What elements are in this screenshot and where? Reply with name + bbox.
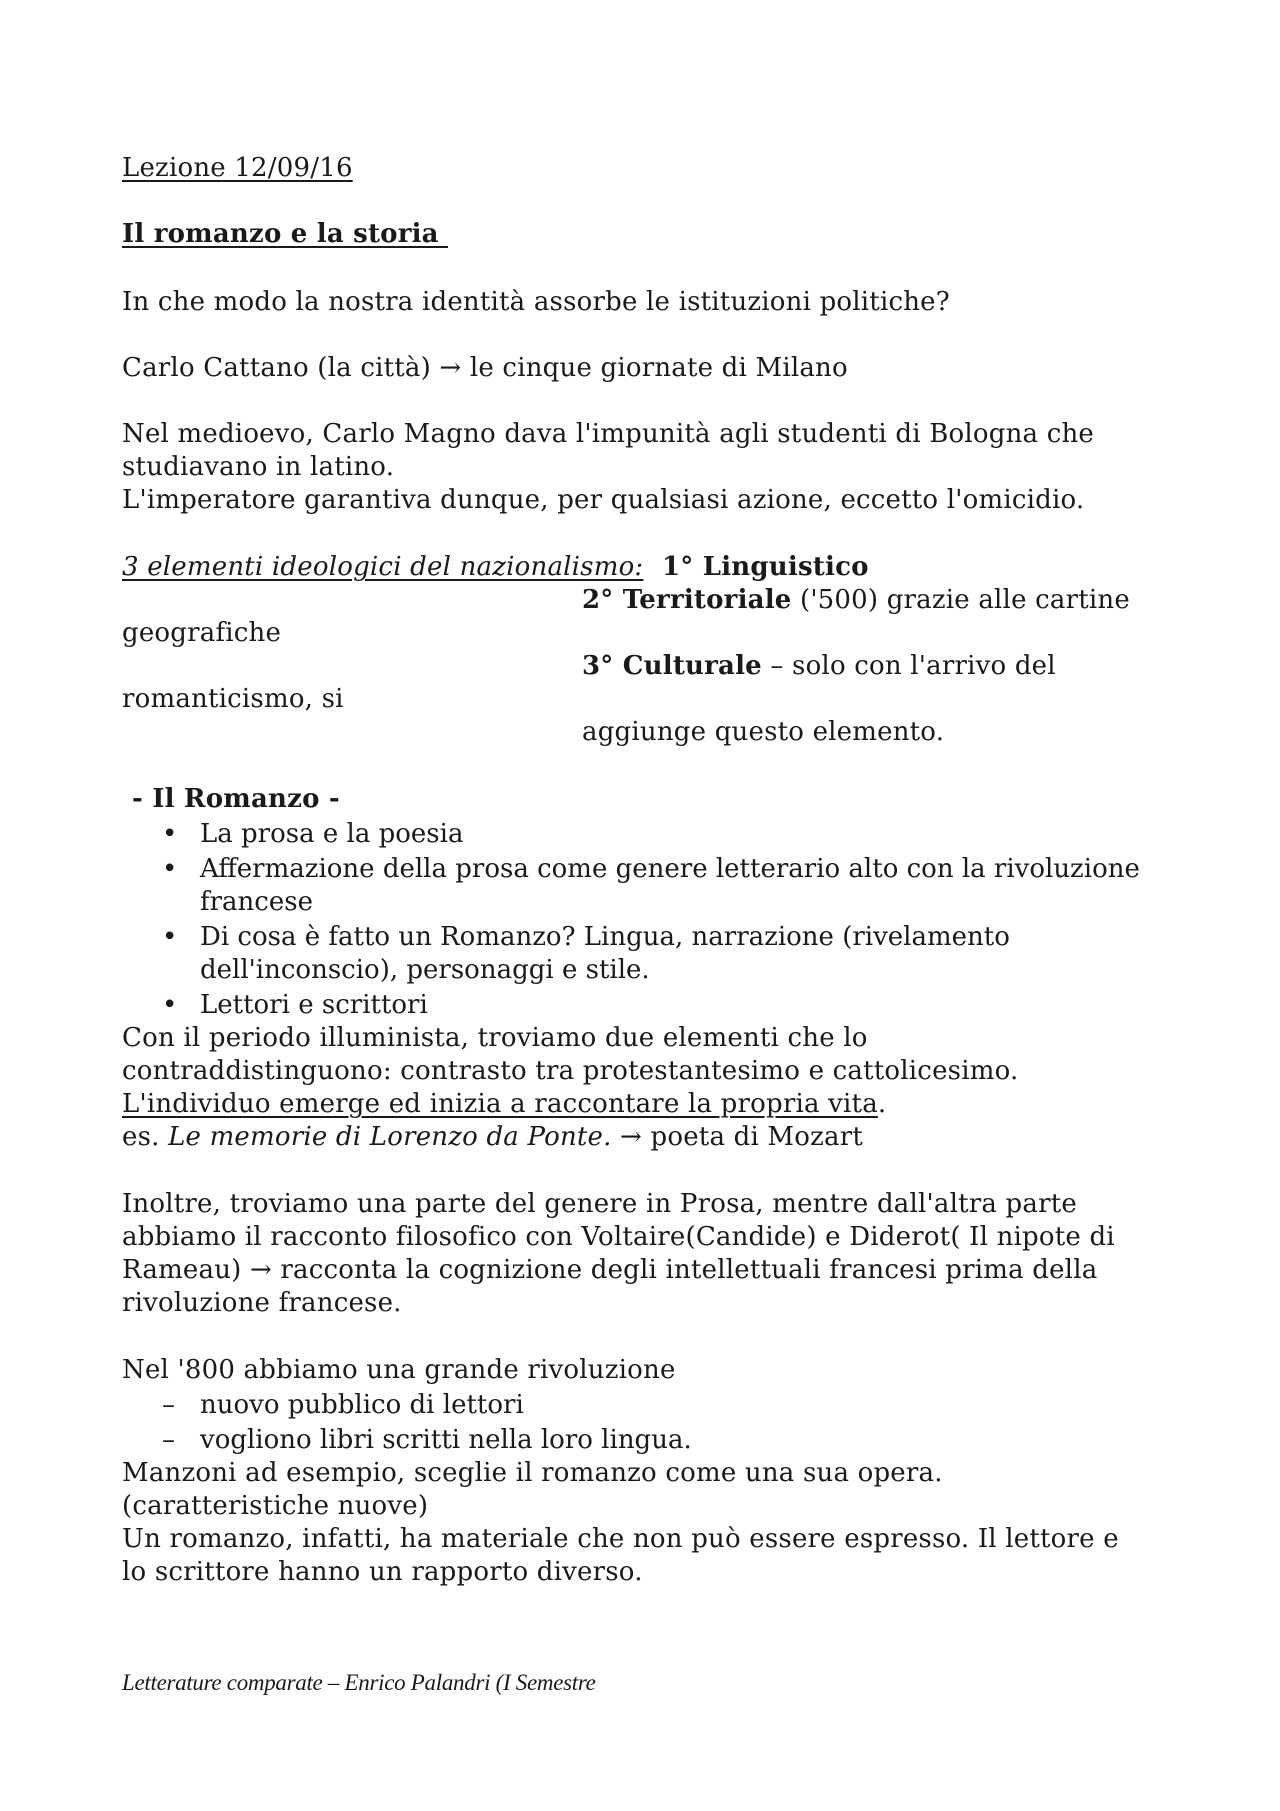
- example-line: [122, 1121, 863, 1154]
- element-linguistico: 1° Linguistico: [662, 552, 869, 582]
- list-item: Affermazione della prosa come genere letterario alto con la rivoluzione: [200, 854, 1140, 884]
- element-culturale-cont: aggiunge questo elemento.: [582, 717, 945, 747]
- list-item-wrap: francese: [200, 887, 313, 917]
- example-suffix: → poeta di Mozart: [611, 1122, 863, 1152]
- page-title: Il romanzo e la storia: [122, 219, 448, 249]
- illuminista-line-1: Con il periodo illuminista, troviamo due elementi che lo: [122, 1023, 868, 1053]
- medioevo-line-3: L'imperatore garantiva dunque, per qualsiasi azione, eccetto l'omicidio.: [122, 485, 1085, 515]
- element-culturale-wrap: romanticismo, si: [122, 684, 344, 714]
- element-territoriale: [582, 584, 1130, 617]
- example-title: Le memorie di Lorenzo da Ponte.: [168, 1122, 612, 1152]
- list-item-wrap: dell'inconscio), personaggi e stile.: [200, 955, 650, 985]
- element-territoriale-wrap: geografiche: [122, 618, 282, 648]
- cattano-line: Carlo Cattano (la città) → le cinque giornate di Milano: [122, 353, 848, 383]
- romanzo-heading: - Il Romanzo -: [132, 784, 340, 814]
- element-territoriale-label: 2° Territoriale: [582, 585, 792, 615]
- list-item: La prosa e la poesia: [200, 819, 464, 849]
- medioevo-line-2: studiavano in latino.: [122, 452, 395, 482]
- list-item: vogliono libri scritti nella loro lingua.: [200, 1425, 692, 1455]
- element-culturale-label: 3° Culturale: [582, 651, 762, 681]
- ottocento-line: Nel '800 abbiamo una grande rivoluzione: [122, 1355, 676, 1385]
- dash-icon: –: [162, 1425, 175, 1455]
- list-item: Lettori e scrittori: [200, 990, 428, 1020]
- manzoni-line-1: Manzoni ad esempio, sceglie il romanzo come una sua opera.: [122, 1458, 943, 1488]
- romanzo-line-2: lo scrittore hanno un rapporto diverso.: [122, 1557, 643, 1587]
- list-item: Di cosa è fatto un Romanzo? Lingua, narrazione (rivelamento: [200, 922, 1010, 952]
- medioevo-line-1: Nel medioevo, Carlo Magno dava l'impunità agli studenti di Bologna che: [122, 419, 1094, 449]
- page-footer: Letterature comparate – Enrico Palandri (I Semestre: [122, 1670, 596, 1695]
- manzoni-line-2: (caratteristiche nuove): [122, 1491, 429, 1521]
- romanzo-line-1: Un romanzo, infatti, ha materiale che non può essere espresso. Il lettore e: [122, 1524, 1119, 1554]
- element-territoriale-desc: ('500) grazie alle cartine: [791, 585, 1130, 615]
- nationalism-heading: 3 elementi ideologici del nazionalismo:: [122, 552, 644, 582]
- lesson-date: Lezione 12/09/16: [122, 153, 353, 183]
- dash-icon: –: [162, 1390, 175, 1420]
- element-culturale: [582, 650, 1056, 683]
- individuo-line: [122, 1088, 886, 1121]
- intro-question: In che modo la nostra identità assorbe le istituzioni politiche?: [122, 287, 950, 317]
- bullet-icon: •: [162, 990, 178, 1020]
- inoltre-line-3: Rameau) → racconta la cognizione degli intellettuali francesi prima della: [122, 1255, 1098, 1285]
- inoltre-line-4: rivoluzione francese.: [122, 1288, 402, 1318]
- individuo-underlined: L'individuo emerge ed inizia a raccontare la propria vita: [122, 1089, 878, 1119]
- bullet-icon: •: [162, 819, 178, 849]
- example-prefix: es.: [122, 1122, 169, 1152]
- inoltre-line-1: Inoltre, troviamo una parte del genere in Prosa, mentre dall'altra parte: [122, 1189, 1077, 1219]
- individuo-period: .: [877, 1089, 887, 1119]
- bullet-icon: •: [162, 854, 178, 884]
- element-culturale-desc: – solo con l'arrivo del: [761, 651, 1056, 681]
- inoltre-line-2: abbiamo il racconto filosofico con Voltaire(Candide) e Diderot( Il nipote di: [122, 1222, 1115, 1252]
- list-item: nuovo pubblico di lettori: [200, 1390, 524, 1420]
- bullet-icon: •: [162, 922, 178, 952]
- illuminista-line-2: contraddistinguono: contrasto tra protestantesimo e cattolicesimo.: [122, 1056, 1019, 1086]
